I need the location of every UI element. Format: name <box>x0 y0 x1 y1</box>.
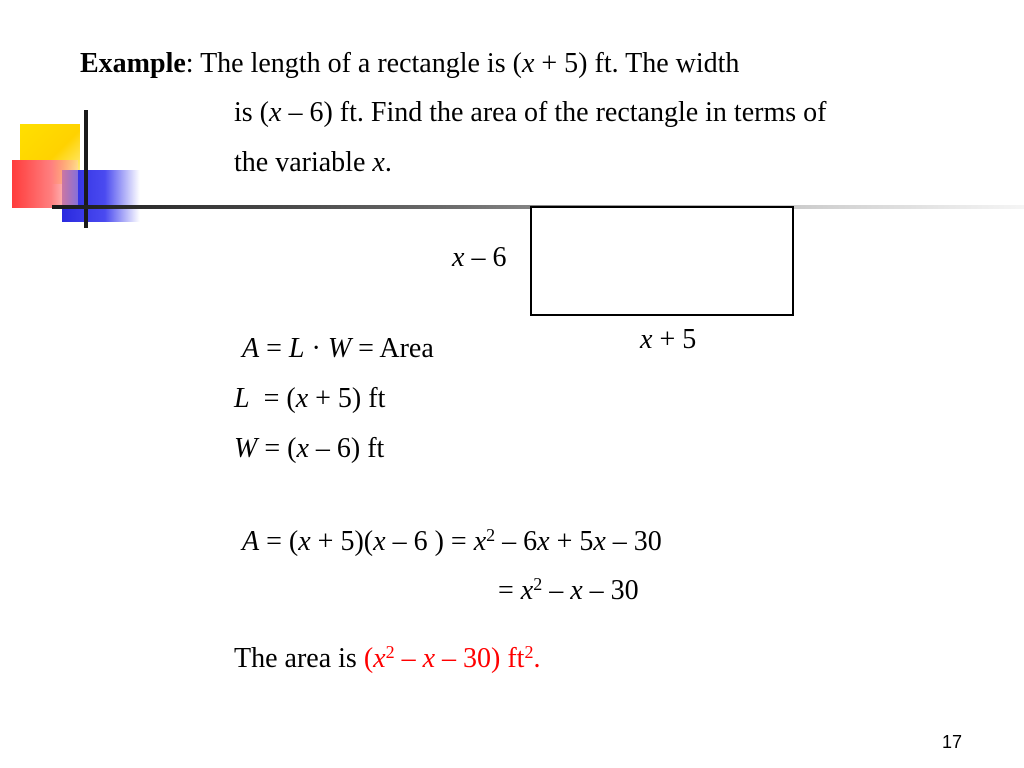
example-label: Example <box>80 48 186 79</box>
width-formula: W = (x – 6) ft <box>234 433 385 464</box>
problem-line-2: is (x – 6) ft. Find the area of the rectangle in terms of <box>234 97 827 128</box>
length-formula: L = (x + 5) ft <box>234 383 386 414</box>
solution-step-2: = $x^2$ – x – 30 <box>498 574 639 606</box>
area-answer: ($x^2$ – x – 30) $ft^2$. <box>363 642 541 674</box>
solution-step-1: A = (x + 5)(x – 6 ) = $x^2 - 6x + 5x - 30$ <box>242 525 662 557</box>
decorative-red-square <box>12 160 78 208</box>
problem-line-3: the variable x. <box>234 147 392 178</box>
decorative-vertical-line <box>84 110 88 228</box>
area-formula: A = L · W = Area <box>242 333 434 364</box>
rectangle-length-label: x + 5 <box>640 324 697 355</box>
rectangle-diagram <box>530 206 794 316</box>
page-number: 17 <box>941 732 962 752</box>
rectangle-width-label: x – 6 <box>452 242 507 273</box>
conclusion-line: The area is ($x^2$ – x – 30) $ft^2$. <box>234 642 541 674</box>
problem-line-1: Example: The length of a rectangle is (x + 5) ft. The width <box>80 48 740 79</box>
